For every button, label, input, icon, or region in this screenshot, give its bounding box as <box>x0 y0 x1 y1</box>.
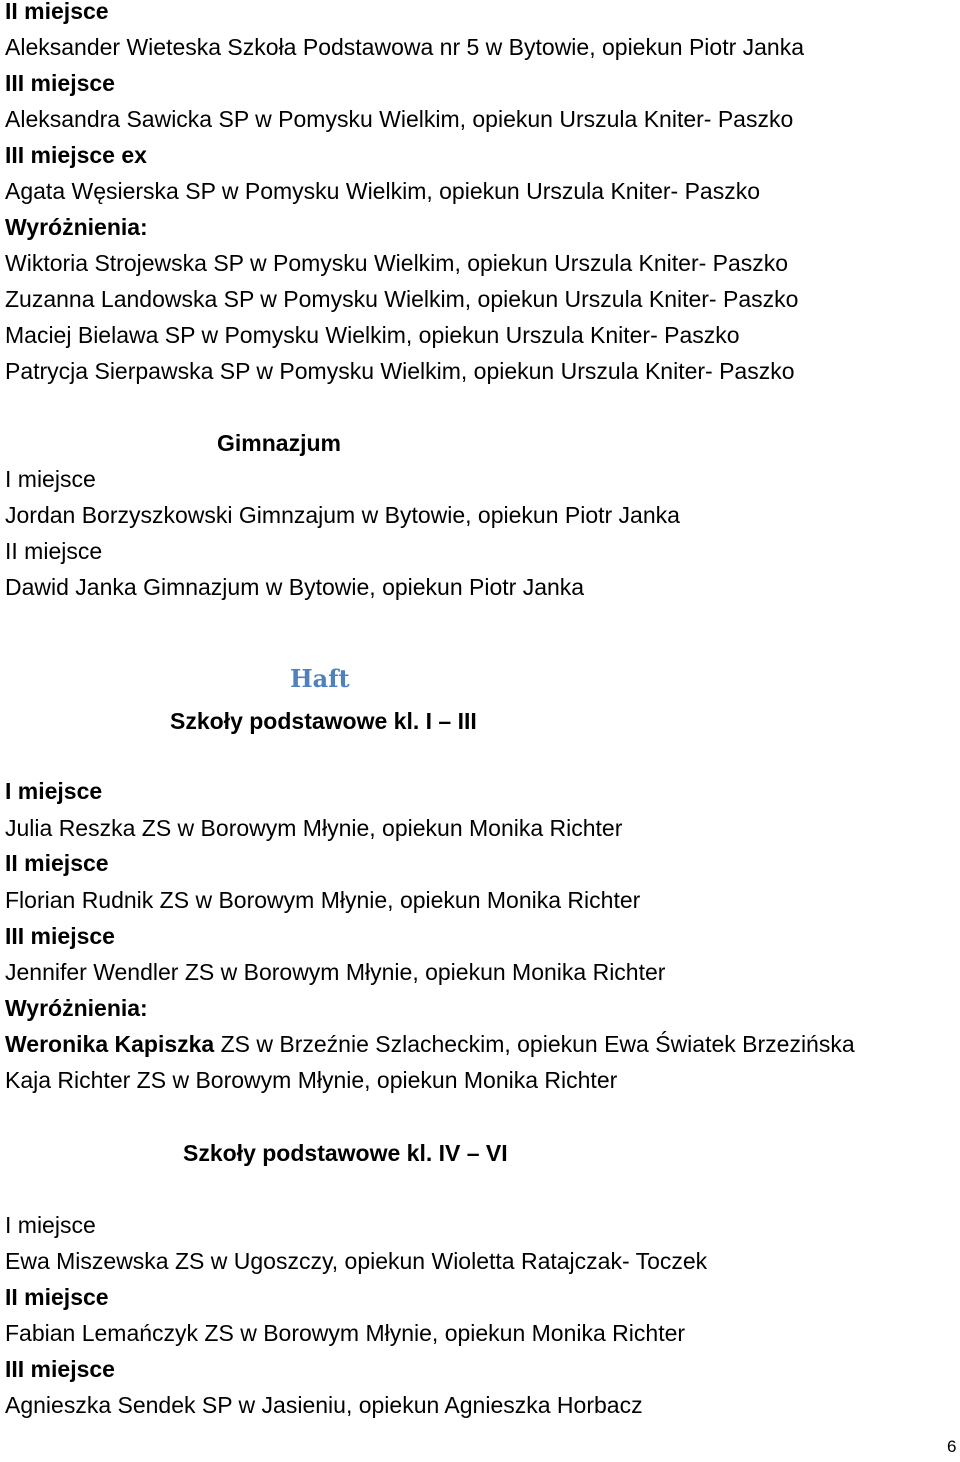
winner-entry: Fabian Lemańczyk ZS w Borowym Młynie, opiekun Monika Richter <box>5 1320 686 1346</box>
winner-entry: Zuzanna Landowska SP w Pomysku Wielkim, opiekun Urszula Kniter- Paszko <box>5 286 799 312</box>
section-heading-grades-4-6: Szkoły podstawowe kl. IV – VI <box>183 1140 508 1166</box>
place-label: I miejsce <box>5 466 96 492</box>
place-label: I miejsce <box>5 1212 96 1238</box>
winner-entry: Kaja Richter ZS w Borowym Młynie, opiekun Monika Richter <box>5 1067 618 1093</box>
winner-entry: Jordan Borzyszkowski Gimnzajum w Bytowie, opiekun Piotr Janka <box>5 502 680 528</box>
winner-entry: Aleksander Wieteska Szkoła Podstawowa nr 5 w Bytowie, opiekun Piotr Janka <box>5 34 805 60</box>
place-label: II miejsce <box>5 1284 109 1310</box>
honorable-mentions-label: Wyróżnienia: <box>5 214 148 240</box>
place-label: III miejsce <box>5 70 115 96</box>
winner-entry: Ewa Miszewska ZS w Ugoszczy, opiekun Wioletta Ratajczak- Toczek <box>5 1248 708 1274</box>
winner-entry: Patrycja Sierpawska SP w Pomysku Wielkim, opiekun Urszula Kniter- Paszko <box>5 358 795 384</box>
page-number: 6 <box>947 1437 957 1456</box>
winner-entry: Aleksandra Sawicka SP w Pomysku Wielkim, opiekun Urszula Kniter- Paszko <box>5 106 794 132</box>
winner-name: Weronika Kapiszka <box>5 1031 215 1057</box>
winner-entry: Wiktoria Strojewska SP w Pomysku Wielkim, opiekun Urszula Kniter- Paszko <box>5 250 789 276</box>
place-label: III miejsce <box>5 1356 115 1382</box>
winner-entry <box>5 1030 855 1058</box>
winner-entry: Julia Reszka ZS w Borowym Młynie, opiekun Monika Richter <box>5 815 623 841</box>
winner-entry: Agnieszka Sendek SP w Jasieniu, opiekun Agnieszka Horbacz <box>5 1392 643 1418</box>
winner-entry: Maciej Bielawa SP w Pomysku Wielkim, opiekun Urszula Kniter- Paszko <box>5 322 740 348</box>
section-heading-grades-1-3: Szkoły podstawowe kl. I – III <box>170 708 477 734</box>
category-heading-haft: Haft <box>290 664 350 693</box>
honorable-mentions-label: Wyróżnienia: <box>5 995 148 1021</box>
winner-entry: Agata Węsierska SP w Pomysku Wielkim, opiekun Urszula Kniter- Paszko <box>5 178 761 204</box>
place-label: III miejsce ex <box>5 142 147 168</box>
place-label: II miejsce <box>5 538 103 564</box>
winner-entry: Florian Rudnik ZS w Borowym Młynie, opiekun Monika Richter <box>5 887 641 913</box>
place-label: III miejsce <box>5 923 115 949</box>
place-label: I miejsce <box>5 778 103 804</box>
place-label: II miejsce <box>5 850 109 876</box>
winner-details: ZS w Brzeźnie Szlacheckim, opiekun Ewa Światek Brzezińska <box>214 1031 855 1057</box>
winner-entry: Jennifer Wendler ZS w Borowym Młynie, opiekun Monika Richter <box>5 959 666 985</box>
place-label: II miejsce <box>5 0 109 24</box>
section-heading-gimnazjum: Gimnazjum <box>217 430 341 456</box>
winner-entry: Dawid Janka Gimnazjum w Bytowie, opiekun Piotr Janka <box>5 574 585 600</box>
